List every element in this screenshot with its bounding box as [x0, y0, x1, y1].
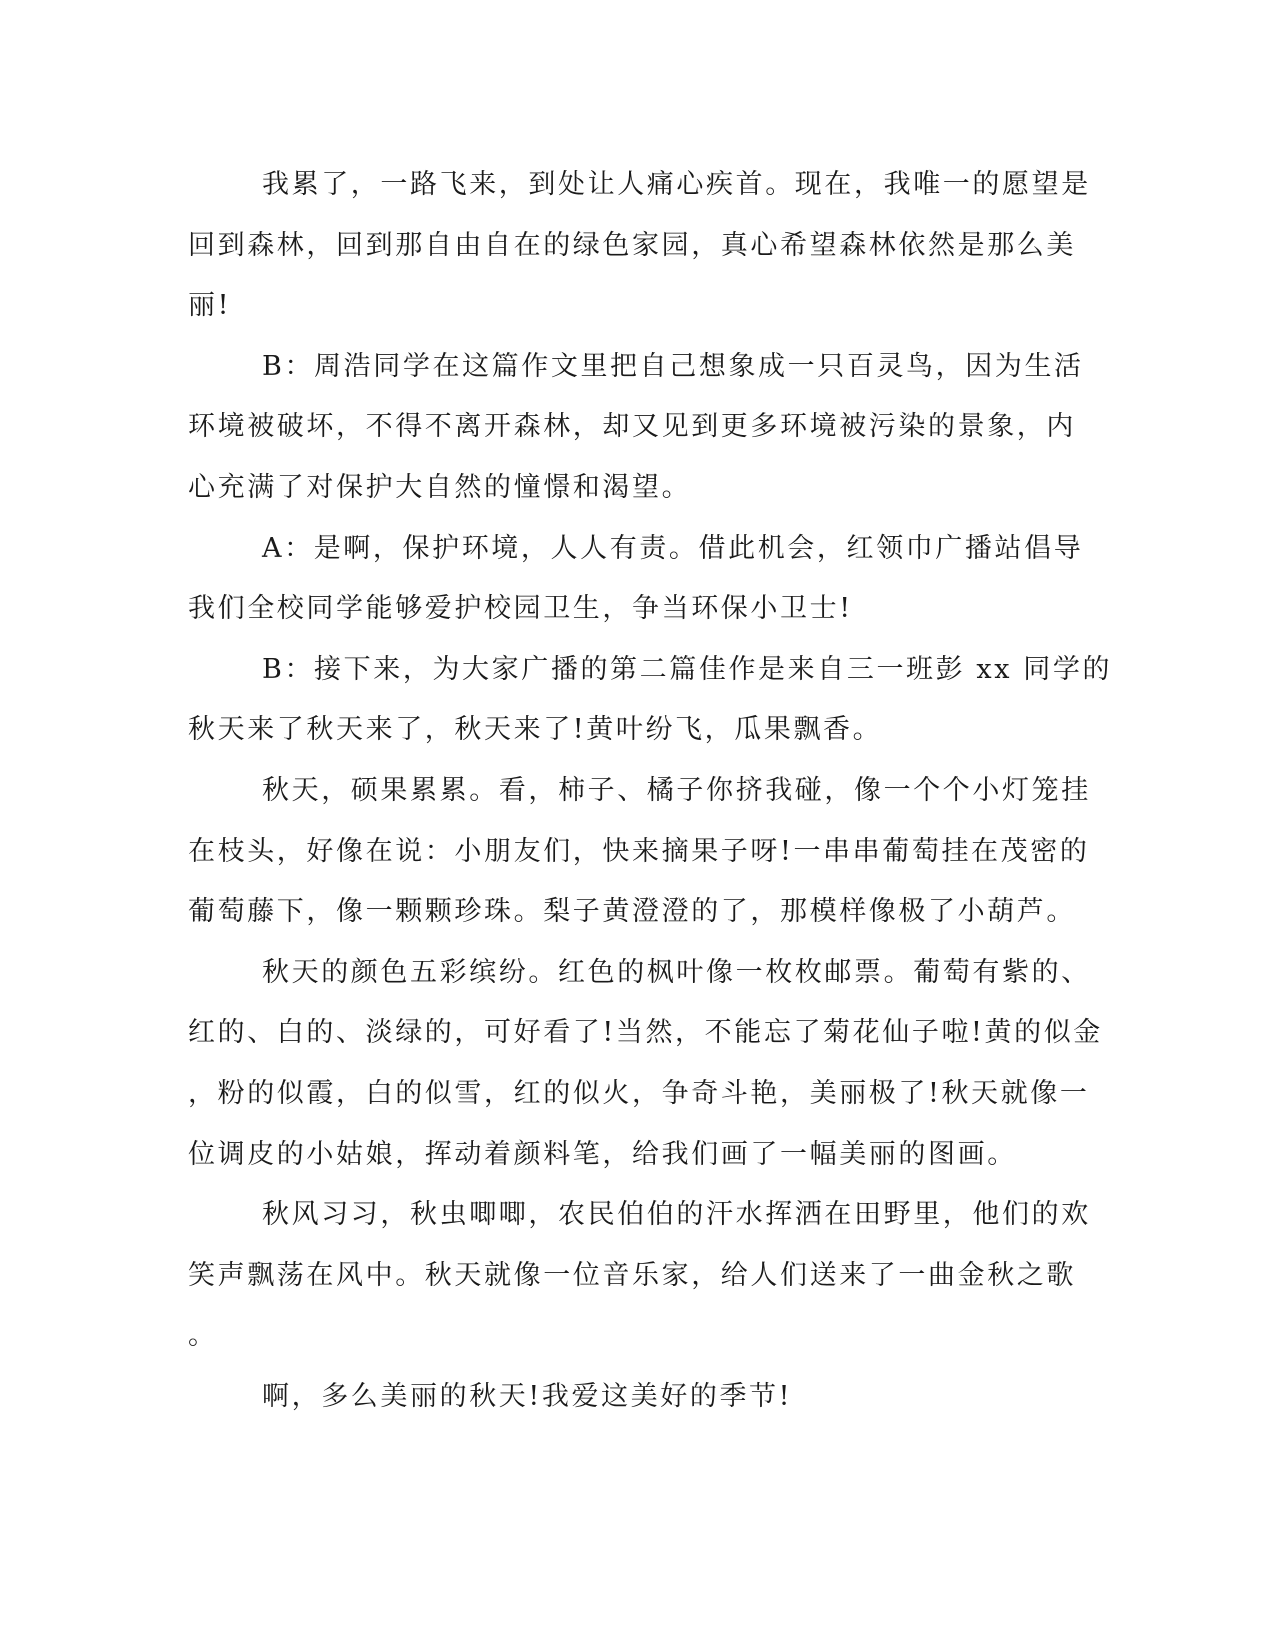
text-line: 秋天来了秋天来了，秋天来了!黄叶纷飞，瓜果飘香。	[188, 714, 883, 746]
text-line: 在枝头，好像在说：小朋友们，快来摘果子呀!一串串葡萄挂在茂密的	[188, 835, 1090, 867]
text-line: 啊，多么美丽的秋天!我爱这美好的季节!	[262, 1380, 793, 1412]
paragraph	[188, 519, 1084, 640]
paragraph	[188, 943, 1103, 1185]
text-line: A：是啊，保护环境，人人有责。借此机会，红领巾广播站倡导	[262, 532, 1084, 564]
paragraph	[188, 155, 1091, 337]
paragraph	[188, 640, 1113, 761]
text-line: B：接下来，为大家广播的第二篇佳作是来自三一班彭 xx 同学的	[262, 653, 1113, 685]
text-line: 葡萄藤下，像一颗颗珍珠。梨子黄澄澄的了，那模样像极了小葫芦。	[188, 896, 1076, 928]
paragraph	[188, 761, 1091, 943]
text-line: 回到森林，回到那自由自在的绿色家园，真心希望森林依然是那么美	[188, 229, 1076, 261]
text-line: B：周浩同学在这篇作文里把自己想象成一只百灵鸟，因为生活	[262, 350, 1084, 382]
paragraph	[188, 1185, 1091, 1367]
text-line: 我们全校同学能够爱护校园卫生，争当环保小卫士!	[188, 593, 853, 625]
text-line: 心充满了对保护大自然的憧憬和渴望。	[188, 471, 692, 503]
text-line: 秋风习习，秋虫唧唧，农民伯伯的汗水挥洒在田野里，他们的欢	[262, 1199, 1091, 1231]
text-line: 秋天的颜色五彩缤纷。红色的枫叶像一枚枚邮票。葡萄有紫的、	[262, 956, 1091, 988]
text-line: 红的、白的、淡绿的，可好看了!当然，不能忘了菊花仙子啦!黄的似金	[188, 1017, 1103, 1049]
text-line: 。	[188, 1320, 218, 1352]
text-line: 环境被破坏，不得不离开森林，却又见到更多环境被污染的景象，内	[188, 411, 1076, 443]
paragraph	[188, 337, 1084, 519]
text-line: ，粉的似霞，白的似雪，红的似火，争奇斗艳，美丽极了!秋天就像一	[188, 1077, 1090, 1109]
text-line: 丽!	[188, 290, 232, 322]
text-line: 秋天，硕果累累。看，柿子、橘子你挤我碰，像一个个小灯笼挂	[262, 774, 1091, 806]
paragraph	[188, 1367, 1078, 1428]
document-body	[188, 155, 1113, 1427]
text-line: 位调皮的小姑娘，挥动着颜料笔，给我们画了一幅美丽的图画。	[188, 1138, 1017, 1170]
text-line: 笑声飘荡在风中。秋天就像一位音乐家，给人们送来了一曲金秋之歌	[188, 1259, 1076, 1291]
text-line: 我累了，一路飞来，到处让人痛心疾首。现在，我唯一的愿望是	[262, 169, 1091, 200]
